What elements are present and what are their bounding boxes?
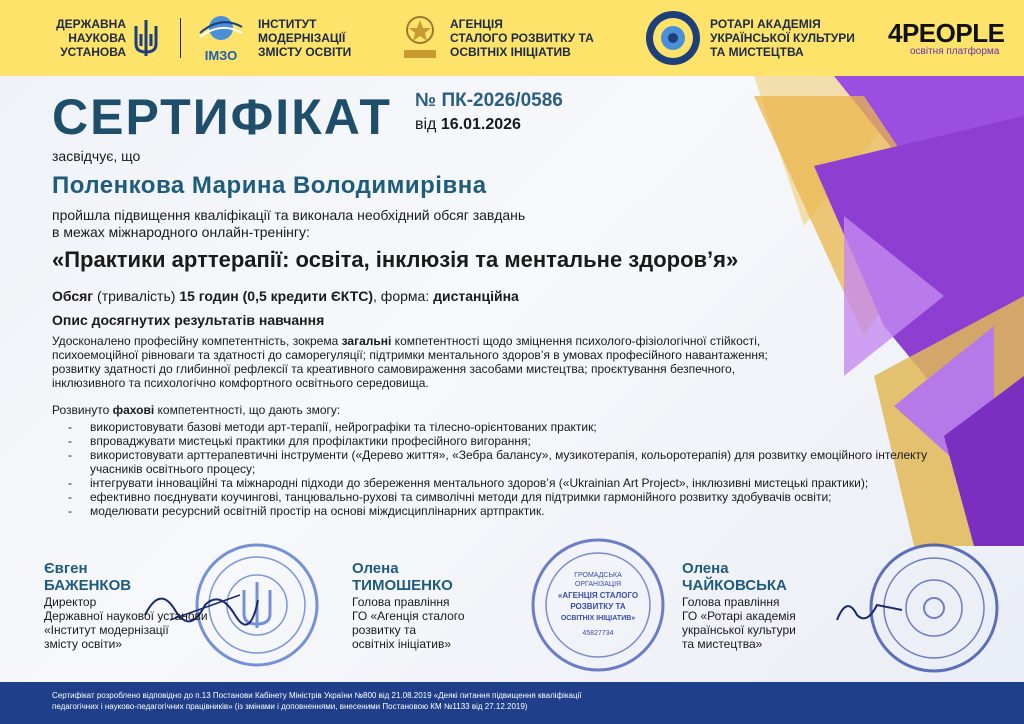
org-imzo (192, 0, 382, 76)
trident-icon (132, 18, 160, 58)
header-divider (180, 18, 181, 58)
org2-line: МОДЕРНІЗАЦІЇ (258, 31, 346, 45)
signatory-2 (352, 560, 465, 651)
signatory-last-name: БАЖЕНКОВ (44, 577, 132, 594)
signatory-1 (44, 560, 208, 651)
general-text: компетентності щодо зміцнення психолого-фізіологічної стійкості, (391, 334, 761, 348)
signatory-role: розвитку та (352, 623, 417, 637)
form-value: дистанційна (433, 288, 519, 304)
certificate-date: 16.01.2026 (440, 116, 521, 133)
passed-line: в межах міжнародного онлайн-тренінгу: (52, 224, 310, 240)
list-item (68, 448, 930, 476)
org4-line: РОТАРІ АКАДЕМІЯ (710, 17, 821, 31)
passed-line: пройшла підвищення кваліфікації та виконала необхідний обсяг завдань (52, 207, 526, 223)
brand-tagline: освітня платформа (910, 45, 1000, 57)
bullet-dash: - (68, 434, 72, 448)
signatory-role: Голова правління (682, 595, 780, 609)
org2-line: ЗМІСТУ ОСВІТИ (258, 45, 352, 59)
signatory-role: Директор (44, 595, 97, 609)
org4-line: ТА МИСТЕЦТВА (710, 45, 804, 59)
imzo-logo-icon (198, 13, 244, 43)
certificate-title: СЕРТИФІКАТ (52, 89, 392, 145)
bullet-text: ефективно поєднувати коучингові, танцювально-рухові та символічні методи для підтримки гармонійного розвитку здобувачів освіти; (90, 490, 832, 504)
course-title: «Практики арттерапії: освіта, інклюзія та ментальне здоров’я» (52, 247, 739, 272)
org1-line: ДЕРЖАВНА (56, 17, 126, 31)
footer-line: педагогічних і науково-педагогічних працівників» (із змінами і доповненнями, внесеними Постановою КМ №1133 від 27.12.2019) (52, 702, 528, 711)
bullet-text: використовувати базові методи арт-терапії, нейрографіки та тілесно-орієнтованих практик; (90, 420, 597, 434)
signatory-role: змісту освіти» (44, 637, 122, 651)
list-item (68, 504, 988, 518)
bullet-text: моделювати ресурсний освітній простір на основі міждисциплінарних артпрактик. (90, 504, 545, 518)
signatory-role: ГО «Ротарі академія (682, 609, 796, 623)
org2-line: ІНСТИТУТ (258, 17, 317, 31)
professional-intro (52, 403, 340, 417)
certificate-date-line (415, 116, 521, 134)
general-bold: загальні (341, 334, 392, 348)
volume-value: 15 годин (0,5 кредити ЄКТС) (179, 288, 374, 304)
signatory-first-name: Олена (352, 560, 399, 577)
signatory-role: української культури (682, 623, 796, 637)
recipient-name: Поленкова Марина Володимирівна (52, 172, 487, 199)
signatory-role: освітніх ініціатив» (352, 637, 451, 651)
prof-bold: фахові (112, 403, 155, 417)
competence-list (68, 420, 988, 518)
prof-text: компетентності, що дають змогу: (154, 403, 341, 417)
general-line (52, 334, 952, 348)
bullet-dash: - (68, 420, 72, 434)
general-line: розвитку здатності до глибинної рефлексії та креативного самовираження засобами мистецтва; проєктування безпечного, (52, 362, 736, 376)
org3-line: СТАЛОГО РОЗВИТКУ ТА (450, 31, 594, 45)
brand-name: 4PEOPLE (888, 17, 1005, 48)
passed-text (52, 207, 525, 241)
general-line: психоемоційної рівноваги та здатності до саморегуляції; підтримки ментального здоров’я в умовах професійного навантаження; (52, 348, 768, 362)
signatory-last-name: ТИМОШЕНКО (352, 577, 453, 594)
agency-logo-icon (398, 12, 442, 64)
bullet-dash: - (68, 504, 72, 518)
volume-mid: (тривалість) (93, 288, 180, 304)
signatory-role: Державної наукової установи (44, 609, 208, 623)
bullet-text: впроваджувати мистецькі практики для профілактики професійного вигорання; (90, 434, 531, 448)
bullet-dash: - (68, 448, 72, 462)
signatory-first-name: Олена (682, 560, 729, 577)
org1-line: НАУКОВА (68, 31, 126, 45)
org3-line: АГЕНЦІЯ (450, 17, 503, 31)
org1-line: УСТАНОВА (60, 45, 126, 59)
date-prefix: від (415, 116, 437, 133)
signature-chaikovska (832, 590, 912, 630)
footer-bar (0, 682, 1024, 724)
org4-line: УКРАЇНСЬКОЇ КУЛЬТУРИ (710, 31, 855, 45)
org-dnu (52, 0, 170, 76)
brand-4people (888, 0, 1014, 76)
signatory-role: Голова правління (352, 595, 450, 609)
prof-text: Розвинуто (52, 403, 113, 417)
bullet-text: інтегрувати інноваційні та міжнародні підходи до збереження ментального здоров’я («Ukrainian Art Project», інклюзивні мистецькі практики); (90, 476, 869, 490)
org-rotary (644, 0, 864, 76)
volume-label: Обсяг (52, 288, 94, 304)
footer-text (52, 690, 582, 712)
rotary-logo-icon (644, 9, 702, 67)
certificate-number: № ПК-2026/0586 (415, 90, 563, 111)
stamp-line: ОРГАНІЗАЦІЯ (574, 581, 622, 588)
stamp-agency (528, 535, 668, 675)
bullet-dash: - (68, 490, 72, 504)
org3-line: ОСВІТНІХ ІНІЦІАТИВ (450, 45, 571, 59)
results-heading: Опис досягнутих результатів навчання (52, 312, 325, 328)
certifies-text: засвідчує, що (52, 148, 141, 164)
signatory-role: та мистецтва» (682, 637, 763, 651)
stamp-line: ОСВІТНІХ ІНІЦІАТИВ» (560, 615, 636, 622)
signatory-last-name: ЧАЙКОВСЬКА (682, 577, 787, 594)
stamp-line: «АГЕНЦІЯ СТАЛОГО (557, 591, 639, 600)
imzo-logo-text: ІМЗО (204, 48, 238, 63)
list-item (68, 434, 988, 448)
bullet-dash: - (68, 476, 72, 490)
list-item (68, 490, 988, 504)
stamp-line: РОЗВИТКУ ТА (570, 602, 626, 611)
general-line: інклюзивного та психологічно комфортного освітнього середовища. (52, 376, 429, 390)
general-text: Удосконалено професійну компетентність, зокрема (52, 334, 342, 348)
footer-line: Сертифікат розроблено відповідно до п.13 Постанови Кабінету Міністрів України №800 від 21.08.2019 «Деякі питання підвищення кваліфікації (52, 691, 582, 700)
stamp-line: ГРОМАДСЬКА (574, 572, 622, 579)
stamp-line: 45827734 (582, 630, 614, 637)
signatory-first-name: Євген (44, 560, 88, 577)
signatory-role: ГО «Агенція сталого (352, 609, 465, 623)
general-competences (52, 334, 952, 390)
header-bar (0, 0, 1024, 76)
list-item (68, 476, 988, 490)
list-item (68, 420, 988, 434)
signatory-3 (682, 560, 796, 651)
org-agency (398, 0, 608, 76)
bullet-text: використовувати арттерапевтичні інструменти («Дерево життя», «Зебра балансу», музикотерапія, кольоротерапія) для розвитку емоційного інтелекту учасників освітнього процесу; (90, 448, 928, 476)
volume-line (52, 288, 519, 304)
signatory-role: «Інститут модернізації (44, 623, 169, 637)
form-label: , форма: (373, 288, 434, 304)
